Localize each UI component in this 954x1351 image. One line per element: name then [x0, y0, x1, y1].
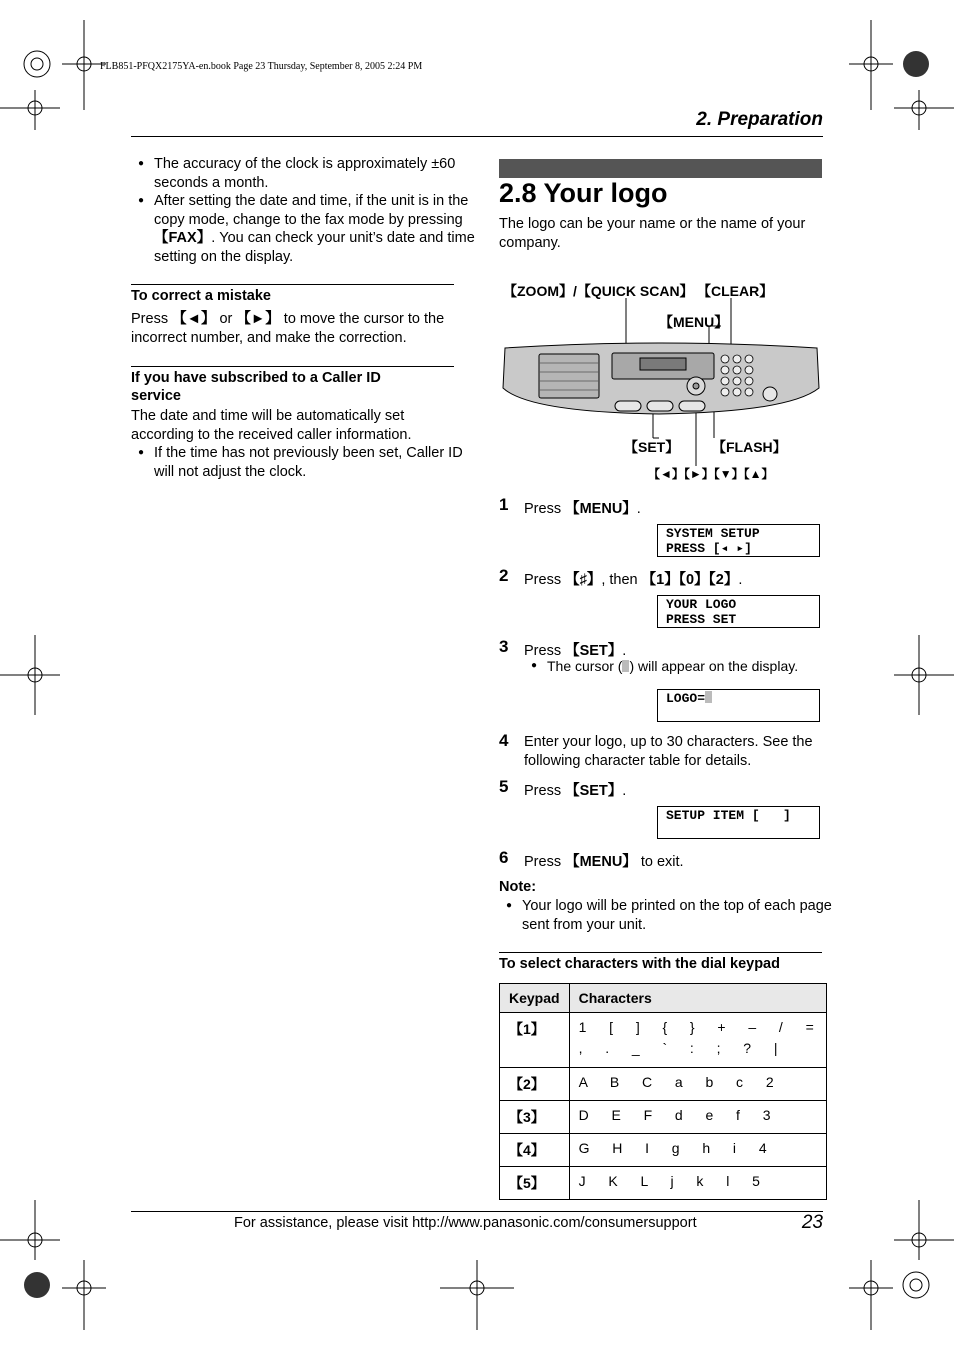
table-heading: To select characters with the dial keypad — [499, 956, 780, 972]
bullet-callerid: ● If the time has not previously been set, Caller ID will not adjust the clock. — [132, 444, 476, 481]
footer-assistance-text: For assistance, please visit http://www.panasonic.com/consumersupport — [234, 1215, 697, 1231]
menu-label: 【MENU】 — [659, 314, 729, 330]
filled-dot-mark — [903, 51, 929, 77]
bullet-fax-mode: ● After setting the date and time, if the unit is in the copy mode, change to the fax mode by pressing 【FAX】. You can check your unit’s date and time setting on the display. — [132, 192, 476, 266]
crosshair-mark — [894, 90, 954, 130]
crosshair-mark — [849, 1260, 893, 1330]
keypad-cell: 【2】 — [500, 1068, 570, 1101]
page-title: 2.8 Your logo — [499, 178, 668, 208]
display-system-setup: SYSTEM SETUP PRESS [◂ ▸] — [657, 524, 820, 557]
note-heading: Note: — [499, 879, 537, 895]
set-label: 【SET】 — [624, 439, 680, 455]
step-text: Press 【MENU】 to exit. — [524, 854, 684, 870]
intro-text: The logo can be your name or the name of your company. — [499, 216, 806, 251]
characters-cell: 1 [ ] { } + – / = , . _ ` : ; ? | — [569, 1013, 826, 1068]
bullet-note: ● Your logo will be printed on the top of each page sent from your unit. — [500, 897, 844, 934]
cursor-block — [705, 691, 712, 703]
step-number: 1 — [499, 495, 509, 514]
crosshair-mark — [62, 1260, 106, 1330]
callerid-heading: If you have subscribed to a Caller ID service — [131, 370, 381, 404]
flash-label: 【FLASH】 — [712, 439, 787, 455]
arrows-label: 【◄】【►】【▼】【▲】 — [648, 467, 774, 481]
page-number: 23 — [801, 1212, 823, 1233]
display-setup-item: SETUP ITEM [ ] — [657, 806, 820, 839]
header-rule — [131, 136, 823, 137]
crosshair-mark — [0, 90, 60, 130]
display-logo-entry: LOGO= — [657, 689, 820, 722]
divider — [131, 284, 454, 285]
step-number: 6 — [499, 848, 509, 867]
step-text: Press 【♯】, then 【1】【0】【2】. — [524, 572, 743, 588]
step-text: Press 【SET】. — [524, 643, 627, 659]
keypad-cell: 【3】 — [500, 1101, 570, 1134]
book-line: FLB851-PFQX2175YA-en.book Page 23 Thursday, September 8, 2005 2:24 PM — [100, 61, 423, 72]
characters-cell: J K L j k l 5 — [569, 1167, 826, 1200]
crosshair-mark — [440, 1260, 514, 1330]
table-row — [500, 1134, 827, 1167]
step-text: Press 【MENU】. — [524, 501, 641, 517]
footer-rule — [131, 1211, 823, 1212]
starburst-mark — [903, 1272, 929, 1298]
crosshair-mark — [849, 20, 893, 110]
clear-label: 【CLEAR】 — [697, 283, 774, 299]
crosshair-mark — [0, 1200, 60, 1260]
bullet-clock-accuracy: ● The accuracy of the clock is approximately ±60 seconds a month. — [132, 155, 476, 192]
title-bar — [499, 159, 822, 178]
step-number: 4 — [499, 731, 509, 750]
callerid-text: The date and time will be automatically set according to the received caller information. — [131, 408, 412, 443]
crosshair-mark — [894, 635, 954, 715]
step-number: 5 — [499, 777, 509, 796]
step-text: Enter your logo, up to 30 characters. See the following character table for details. — [524, 734, 813, 769]
keypad-cell: 【4】 — [500, 1134, 570, 1167]
step-number: 2 — [499, 566, 509, 585]
table-header-row — [500, 984, 827, 1013]
step-text: Press 【SET】. — [524, 783, 627, 799]
keypad-cell: 【5】 — [500, 1167, 570, 1200]
zoom-quickscan-label: 【ZOOM】/【QUICK SCAN】 — [503, 283, 694, 299]
col-characters: Characters — [569, 984, 826, 1013]
crosshair-mark — [0, 635, 60, 715]
section-title: 2. Preparation — [696, 109, 823, 130]
keypad-cell: 【1】 — [500, 1013, 570, 1068]
characters-cell: A B C a b c 2 — [569, 1068, 826, 1101]
characters-cell: D E F d e f 3 — [569, 1101, 826, 1134]
col-keypad: Keypad — [500, 984, 570, 1013]
starburst-mark — [24, 51, 50, 77]
crosshair-mark — [894, 1200, 954, 1260]
step-number: 3 — [499, 637, 509, 656]
character-table — [499, 983, 827, 1200]
bullet-cursor: ● The cursor ( ) will appear on the display. — [525, 657, 847, 676]
table-row — [500, 1167, 827, 1200]
filled-dot-mark — [24, 1272, 50, 1298]
divider — [131, 366, 454, 367]
table-row — [500, 1013, 827, 1068]
correct-mistake-heading: To correct a mistake — [131, 288, 271, 304]
divider — [499, 952, 822, 953]
characters-cell: G H I g h i 4 — [569, 1134, 826, 1167]
correct-mistake-text: Press 【◄】 or 【►】 to move the cursor to the incorrect number, and make the correction. — [131, 311, 445, 346]
table-row — [500, 1101, 827, 1134]
display-your-logo: YOUR LOGO PRESS SET — [657, 595, 820, 628]
table-row — [500, 1068, 827, 1101]
